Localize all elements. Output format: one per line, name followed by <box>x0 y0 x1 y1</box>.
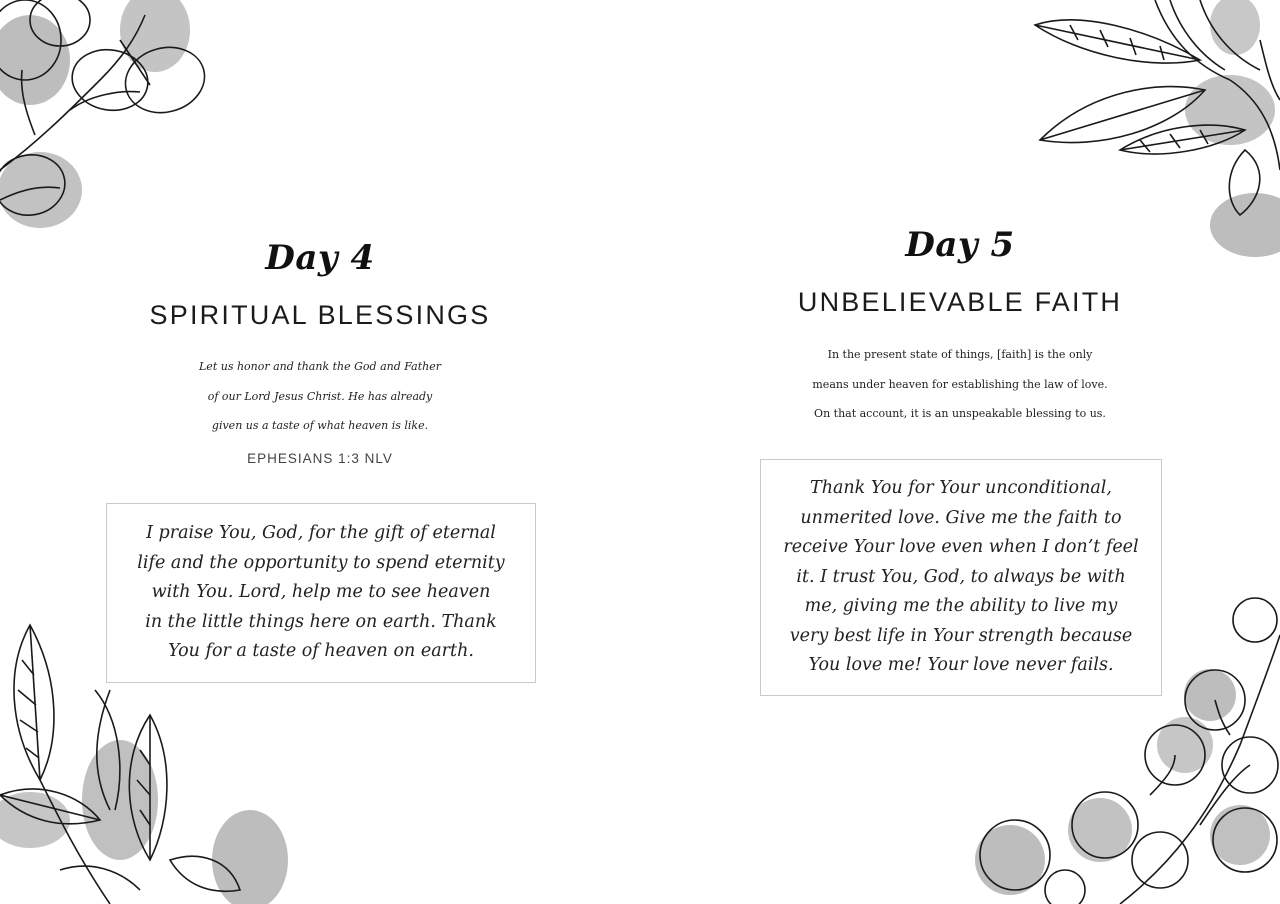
quote-line: In the present state of things, [faith] is the only <box>827 348 1093 361</box>
prayer-text <box>123 519 518 667</box>
page-title: SPIRITUAL BLESSINGS <box>149 300 491 330</box>
prayer-text <box>769 474 1152 681</box>
quote-line: On that account, it is an unspeakable blessing to us. <box>814 407 1106 420</box>
quote-text <box>680 340 1240 429</box>
prayer-line: unmerited love. Give me the faith to <box>800 507 1122 528</box>
prayer-line: with You. Lord, help me to see heaven <box>151 582 491 603</box>
day-label: Day 4 <box>265 238 375 278</box>
scripture-verse <box>60 352 580 441</box>
verse-line: given us a taste of what heaven is like. <box>211 419 429 432</box>
prayer-line: me, giving me the ability to live my <box>804 596 1118 617</box>
prayer-line: it. I trust You, God, to always be with <box>796 566 1126 587</box>
prayer-line: receive Your love even when I don’t feel <box>783 537 1139 558</box>
verse-reference: EPHESIANS 1:3 NLV <box>247 451 393 466</box>
prayer-line: Thank You for Your unconditional, <box>810 478 1112 499</box>
prayer-line: in the little things here on earth. Thank <box>145 611 497 632</box>
prayer-line: You love me! Your love never fails. <box>808 655 1114 676</box>
eucalyptus-leaves-illustration <box>0 0 215 235</box>
prayer-line: I praise You, God, for the gift of eternal <box>146 523 496 544</box>
prayer-line: very best life in Your strength because <box>789 625 1133 646</box>
prayer-line: You for a taste of heaven on earth. <box>168 641 474 662</box>
quote-line: means under heaven for establishing the law of love. <box>812 377 1108 391</box>
page-title: UNBELIEVABLE FAITH <box>797 287 1123 317</box>
verse-line: of our Lord Jesus Christ. He has already <box>207 389 433 403</box>
day-label: Day 5 <box>905 225 1015 265</box>
right-page <box>640 0 1280 904</box>
prayer-box <box>106 503 536 683</box>
prayer-line: life and the opportunity to spend eternity <box>137 552 505 573</box>
verse-line: Let us honor and thank the God and Father <box>199 360 441 373</box>
prayer-box <box>760 459 1162 696</box>
